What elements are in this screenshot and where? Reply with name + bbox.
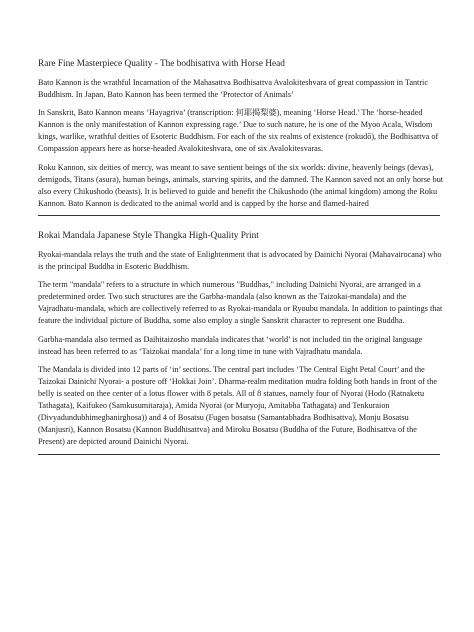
section-rokai-mandala	[38, 230, 444, 455]
section-title: Rare Fine Masterpiece Quality - The bodhisattva with Horse Head	[38, 59, 285, 69]
paragraph: The Mandala is divided into 12 parts of ‘in’ sections. The central part includes ‘The Central Eight Petal Court’ and the Taizokai Dainichi Nyorai- a posture off ‘Hokkai Join’. Dharma-realm meditation mudra folding both hands in front of the belly is seated on thee center of a lotus flower with 8 petals. All of 8 statues, namely four of Nyorai (Hodo (Ratnaketu Tathagata), Kaifukeo (Samkusumitaraja), Amida Nyorai (or Muryoju, Amitabha Tathagata) and Tenkuraion (Divyadundubhimeghanirghosa)) and 4 of Bosatsu (Fugen bosatsu (Samantabhadra Bodhisattva), Monju Bosatsu (Manjusri), Kannon Bosatsu (Kannon Buddhisattva) and Miroku Bosatsu (Buddha of the Future, Bodhisattva of the Present) are depicted around Dainichi Nyorai.	[38, 364, 437, 447]
section-divider	[38, 215, 440, 216]
paragraph: Ryokai-mandala relays the truth and the state of Enlightenment that is advocated by Dainichi Nyorai (Mahavairocana) who is the principal Buddha in Esoteric Buddhism.	[38, 249, 442, 272]
paragraph: Garbha-mandala also termed as Daihitaizosho mandala indicates that ‘world’ is not included tin the original language instead has been referred to as ‘Taizokai mandala’ for a long time in tune with Vajradhatu mandala.	[38, 334, 423, 356]
section-bato-kannon	[38, 58, 444, 216]
paragraph: In Sanskrit, Bato Kannon means ‘Hayagriva’ (transcription: 何耶揭梨婆), meaning ‘Horse Head.’ The ‘horse-headed Kannon is the only manifestation of Kannon expressing rage.’ Due to such nature, he is one of the Myoo Acala, Wisdom kings, warlike, wrathful deities of Esoteric Buddhism. For each of the six realms of existence (rokudō), the Bodhisattva of Compassion appears here as horse-headed Avalokiteshvara, one of six Avalokitesvaras.	[38, 108, 439, 154]
section-title: Rokai Mandala Japanese Style Thangka High-Quality Print	[38, 230, 259, 241]
paragraph: Bato Kannon is the wrathful Incarnation of the Mahasattva Bodhisattva Avalokiteshvara of great compassion in Tantric Buddhism. In Japan, Bato Kannon has been termed the ‘Protector of Animals’	[38, 78, 428, 100]
section-divider	[38, 454, 440, 455]
paragraph: Roku Kannon, six deities of mercy, was meant to save sentient beings of the six worlds: divine, heavenly beings (devas), demigods, Titans (asura), human beings, animals, starving spirits, and the damned. The Kannon saved not an only horse but also every Chikushodo (beasts). It is believed to guide and benefit the Chikushodo (the animal kingdom) among the Roku Kannon. Bato Kannon is dedicated to the animal world and is capped by the horse and flamed-haired	[38, 162, 444, 208]
paragraph: The term "mandala" refers to a structure in which numerous "Buddhas," including Dainichi Nyorai, are arranged in a predetermined order. Two such structures are the Garbha-mandala (also known as the Taizokai-mandala) and the Vajradhatu-mandala, which are collectively referred to as Ryokai-mandala or Ryoubu mandala. In addition to paintings that feature the individual picture of Buddha, some also employ a single Sanskrit character to represent one Buddha.	[38, 280, 443, 326]
